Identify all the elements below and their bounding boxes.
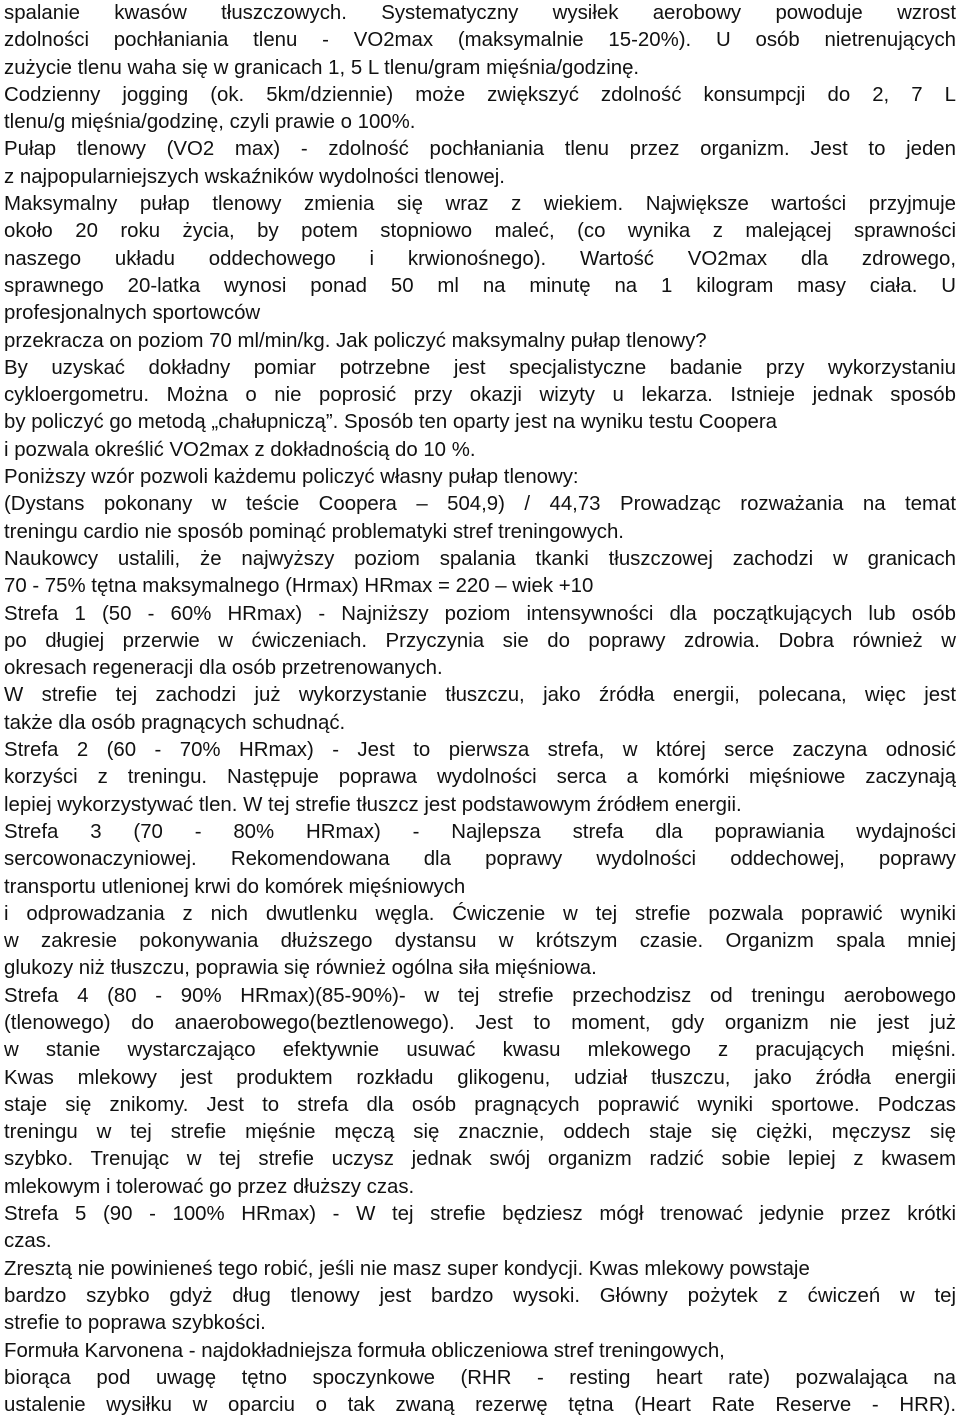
text-line: sprawnego 20-latka wynosi ponad 50 ml na minutę na 1 kilogram masy ciała. U bbox=[4, 274, 956, 297]
text-line: treningu cardio nie sposób pominąć problematyki stref treningowych. bbox=[4, 520, 624, 543]
text-line: Zresztą nie powinieneś tego robić, jeśli nie masz super kondycji. Kwas mlekowy powstaje bbox=[4, 1257, 810, 1280]
text-line: (tlenowego) do anaerobowego(beztlenowego). Jest to moment, gdy organizm nie jest już bbox=[4, 1011, 956, 1034]
text-line: przekracza on poziom 70 ml/min/kg. Jak policzyć maksymalny pułap tlenowy? bbox=[4, 329, 707, 352]
text-line: Formuła Karvonena - najdokładniejsza formuła obliczeniowa stref treningowych, bbox=[4, 1339, 725, 1362]
text-line: korzyści z treningu. Następuje poprawa wydolności serca a komórki mięśniowe zaczynają bbox=[4, 766, 956, 789]
text-line: lepiej wykorzystywać tlen. W tej strefie tłuszcz jest podstawowym źródłem energii. bbox=[4, 793, 742, 816]
text-line: Strefa 1 (50 - 60% HRmax) - Najniższy poziom intensywności dla początkujących lub osób bbox=[4, 602, 956, 625]
text-line: cykloergometru. Można o nie poprosić przy okazji wizyty u lekarza. Istnieje jednak sposób bbox=[4, 384, 956, 407]
text-line: treningu w tej strefie mięśnie męczą się znacznie, oddech staje się ciężki, męczysz się bbox=[4, 1121, 956, 1144]
text-line: staje się znikomy. Jest to strefa dla osób pragnących poprawić wyniki sportowe. Podczas bbox=[4, 1093, 956, 1116]
text-line: Codzienny jogging (ok. 5km/dziennie) może zwiększyć zdolność konsumpcji do 2, 7 L bbox=[4, 83, 956, 106]
text-line: biorąca pod uwagę tętno spoczynkowe (RHR - resting heart rate) pozwalająca na bbox=[4, 1366, 956, 1389]
text-line: z najpopularniejszych wskaźników wydolności tlenowej. bbox=[4, 165, 505, 188]
text-line: spalanie kwasów tłuszczowych. Systematyczny wysiłek aerobowy powoduje wzrost bbox=[4, 2, 956, 24]
text-line: by policzyć go metodą „chałupniczą”. Sposób ten oparty jest na wyniku testu Coopera bbox=[4, 411, 778, 434]
text-line: okresach regeneracji dla osób przetrenowanych. bbox=[4, 657, 443, 680]
text-line: 70 - 75% tętna maksymalnego (Hrmax) HRmax = 220 – wiek +10 bbox=[4, 575, 594, 598]
text-line: W strefie tej zachodzi już wykorzystanie tłuszczu, jako źródła energii, polecana, więc jest bbox=[4, 684, 956, 707]
text-line: mlekowym i tolerować go przez dłuższy czas. bbox=[4, 1175, 415, 1198]
text-line: zużycie tlenu waha się w granicach 1, 5 L tlenu/gram mięśnia/godzinę. bbox=[4, 56, 640, 79]
text-line: Strefa 2 (60 - 70% HRmax) - Jest to pierwsza strefa, w której serce zaczyna odnosić bbox=[4, 739, 956, 762]
document-page bbox=[4, 0, 956, 1419]
text-line: w stanie wystarczająco efektywnie usuwać kwasu mlekowego z pracujących mięśni. bbox=[4, 1039, 956, 1062]
text-line: Naukowcy ustalili, że najwyższy poziom spalania tkanki tłuszczowej zachodzi w granicach bbox=[4, 547, 956, 570]
text-line: Poniższy wzór pozwoli każdemu policzyć własny pułap tlenowy: bbox=[4, 466, 579, 489]
text-line: profesjonalnych sportowców bbox=[4, 302, 261, 325]
text-line: By uzyskać dokładny pomiar potrzebne jest specjalistyczne badanie przy wykorzystaniu bbox=[4, 356, 956, 379]
text-line: zdolności pochłaniania tlenu - VO2max (maksymalnie 15-20%). U osób nietrenujących bbox=[4, 29, 956, 52]
text-line: strefie to poprawa szybkości. bbox=[4, 1312, 266, 1335]
text-line: naszego układu oddechowego i krwionośnego). Wartość VO2max dla zdrowego, bbox=[4, 247, 956, 270]
text-line: Kwas mlekowy jest produktem rozkładu glikogenu, udział tłuszczu, jako źródła energii bbox=[4, 1066, 956, 1089]
text-line: czas. bbox=[4, 1230, 52, 1253]
text-line: około 20 roku życia, by potem stopniowo maleć, (co wynika z malejącej sprawności bbox=[4, 220, 956, 243]
text-line: transportu utlenionej krwi do komórek mięśniowych bbox=[4, 875, 466, 898]
text-line: szybko. Trenując w tej strefie uczysz jednak swój organizm radzić sobie lepiej z kwasem bbox=[4, 1148, 956, 1171]
text-line: w zakresie pokonywania dłuższego dystansu w krótszym czasie. Organizm spala mniej bbox=[4, 930, 956, 953]
text-line: Strefa 5 (90 - 100% HRmax) - W tej strefie będziesz mógł trenować jedynie przez krótki bbox=[4, 1203, 956, 1226]
text-line: Pułap tlenowy (VO2 max) - zdolność pochłaniania tlenu przez organizm. Jest to jeden bbox=[4, 138, 956, 161]
text-line: bardzo szybko gdyż dług tlenowy jest bardzo wysoki. Główny pożytek z ćwiczeń w tej bbox=[4, 1284, 956, 1307]
text-line: po długiej przerwie w ćwiczeniach. Przyczynia sie do poprawy zdrowia. Dobra również w bbox=[4, 629, 956, 652]
text-line: i pozwala określić VO2max z dokładnością do 10 %. bbox=[4, 438, 476, 461]
text-line: ustalenie wysiłku w oparciu o tak zwaną rezerwę tętna (Heart Rate Reserve - HRR). bbox=[4, 1394, 956, 1417]
text-line: Strefa 4 (80 - 90% HRmax)(85-90%)- w tej strefie przechodzisz od treningu aerobowego bbox=[4, 984, 956, 1007]
text-line: i odprowadzania z nich dwutlenku węgla. Ćwiczenie w tej strefie pozwala poprawić wyniki bbox=[4, 902, 956, 925]
text-line: glukozy niż tłuszczu, poprawia się również ogólna siła mięśniowa. bbox=[4, 957, 597, 980]
text-line: sercowonaczyniowej. Rekomendowana dla poprawy wydolności oddechowej, poprawy bbox=[4, 848, 956, 871]
text-line: (Dystans pokonany w teście Coopera – 504,9) / 44,73 Prowadząc rozważania na temat bbox=[4, 493, 956, 516]
text-line: Strefa 3 (70 - 80% HRmax) - Najlepsza strefa dla poprawiania wydajności bbox=[4, 820, 956, 843]
text-line: tlenu/g mięśnia/godzinę, czyli prawie o 100%. bbox=[4, 111, 416, 134]
text-line: także dla osób pragnących schudnąć. bbox=[4, 711, 346, 734]
text-line: Maksymalny pułap tlenowy zmienia się wraz z wiekiem. Największe wartości przyjmuje bbox=[4, 193, 956, 216]
